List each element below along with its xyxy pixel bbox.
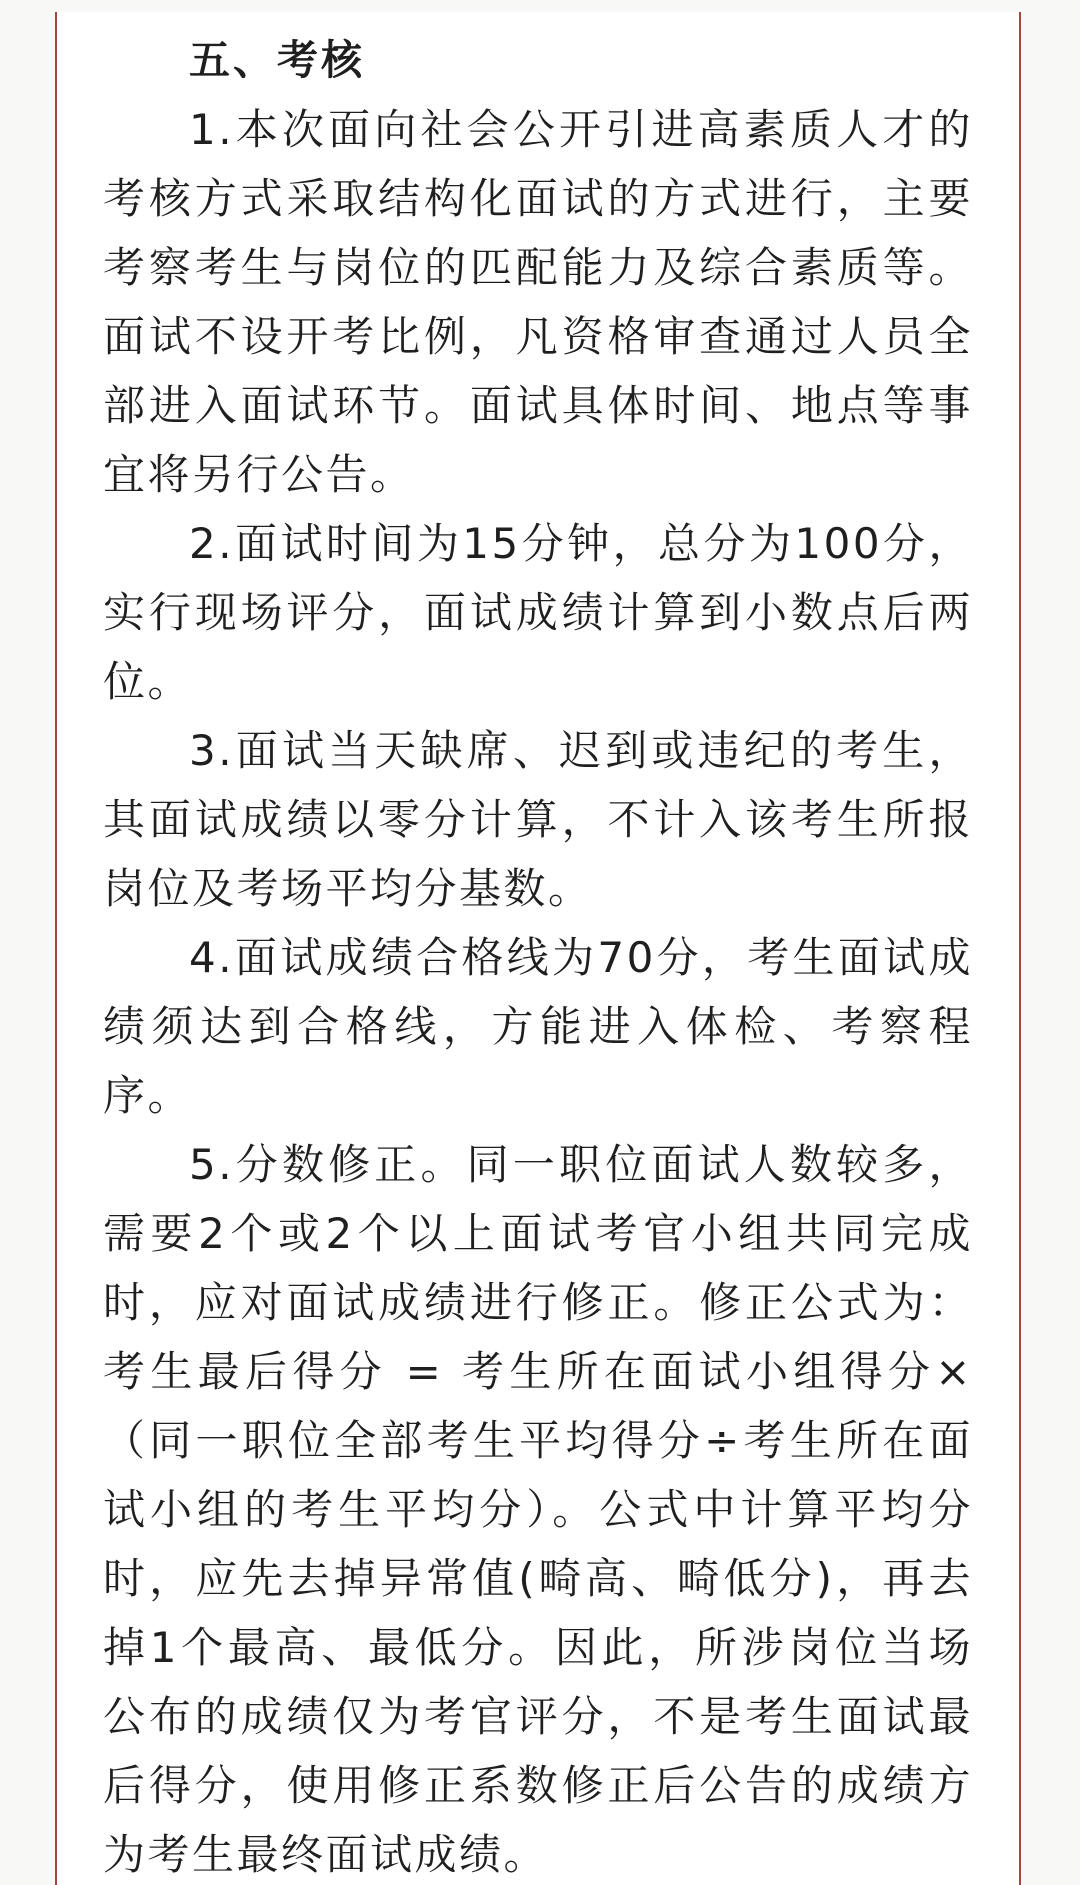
article-content bbox=[103, 25, 973, 1885]
paragraph-1: 1.本次面向社会公开引进高素质人才的考核方式采取结构化面试的方式进行，主要考察考生与岗位的匹配能力及综合素质等。面试不设开考比例，凡资格审查通过人员全部进入面试环节。面试具体时间、地点等事宜将另行公告。 bbox=[103, 105, 973, 499]
paragraph-4: 4.面试成绩合格线为70分，考生面试成绩须达到合格线，方能进入体检、考察程序。 bbox=[103, 933, 973, 1120]
paragraph-5: 5.分数修正。同一职位面试人数较多，需要2个或2个以上面试考官小组共同完成时，应对面试成绩进行修正。修正公式为：考生最后得分 = 考生所在面试小组得分×（同一职位全部考生平均得分÷考生所在面试小组的考生平均分）。公式中计算平均分时，应先去掉异常值(畸高、畸低分)，再去掉1个最高、最低分。因此，所涉岗位当场公布的成绩仅为考官评分，不是考生面试最后得分，使用修正系数修正后公告的成绩方为考生最终面试成绩。 bbox=[103, 1140, 973, 1879]
paragraph-2: 2.面试时间为15分钟，总分为100分，实行现场评分，面试成绩计算到小数点后两位。 bbox=[103, 519, 973, 706]
section-heading: 五、考核 bbox=[189, 36, 365, 84]
paragraph-3: 3.面试当天缺席、迟到或违纪的考生，其面试成绩以零分计算，不计入该考生所报岗位及考场平均分基数。 bbox=[103, 726, 973, 913]
